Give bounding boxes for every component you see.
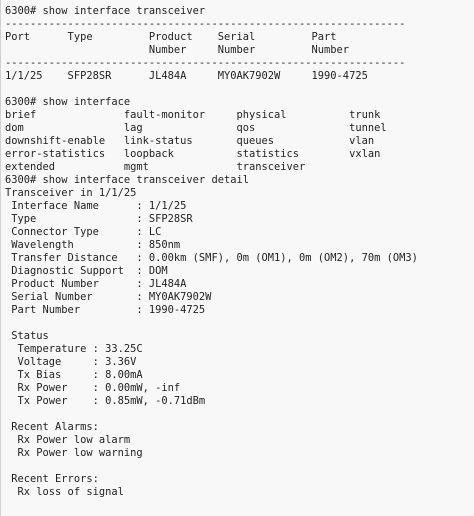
completion-row: dom lag qos tunnel (5, 122, 387, 134)
section-heading: Status (5, 330, 49, 342)
detail-line: Wavelength : 850nm (5, 239, 181, 251)
completion-row: downshift-enable link-status queues vlan (5, 135, 375, 147)
status-line: Rx Power : 0.00mW, -inf (5, 382, 181, 394)
completion-row: brief fault-monitor physical trunk (5, 109, 381, 121)
terminal-line: 6300# show interface transceiver (5, 5, 206, 17)
section-heading: Recent Alarms: (5, 421, 99, 433)
status-line: Voltage : 3.36V (5, 356, 137, 368)
status-line: Tx Bias : 8.00mA (5, 369, 143, 381)
completion-row: error-statistics loopback statistics vxlan (5, 148, 381, 160)
detail-line: Type : SFP28SR (5, 213, 193, 225)
detail-line: Part Number : 1990-4725 (5, 304, 206, 316)
status-line: Temperature : 33.25C (5, 343, 143, 355)
detail-line: Product Number : JL484A (5, 278, 187, 290)
detail-line: Serial Number : MY0AK7902W (5, 291, 212, 303)
table-header-row: Number Number Number (5, 44, 350, 56)
completion-row: extended mgmt transceiver (5, 161, 306, 173)
table-row: 1/1/25 SFP28SR JL484A MY0AK7902W 1990-4725 (5, 70, 368, 82)
alarm-line: Rx Power low alarm (5, 434, 131, 446)
detail-line: Transfer Distance : 0.00km (SMF), 0m (OM1), 0m (OM2), 70m (OM3) (5, 252, 418, 264)
detail-line: Diagnostic Support : DOM (5, 265, 168, 277)
terminal-line: 6300# show interface transceiver detail (5, 174, 249, 186)
detail-line: Connector Type : LC (5, 226, 162, 238)
table-header-row: Port Type Product Serial Part (5, 31, 337, 43)
section-heading: Recent Errors: (5, 473, 99, 485)
separator-line: ---------------------------------------------------------------- (5, 57, 406, 69)
terminal-line: 6300# show interface (5, 96, 131, 108)
status-line: Tx Power : 0.85mW, -0.71dBm (5, 395, 206, 407)
terminal-line: Transceiver in 1/1/25 (5, 187, 137, 199)
error-line: Rx loss of signal (5, 486, 124, 498)
alarm-line: Rx Power low warning (5, 447, 143, 459)
separator-line: ---------------------------------------------------------------- (5, 18, 406, 30)
detail-line: Interface Name : 1/1/25 (5, 200, 187, 212)
